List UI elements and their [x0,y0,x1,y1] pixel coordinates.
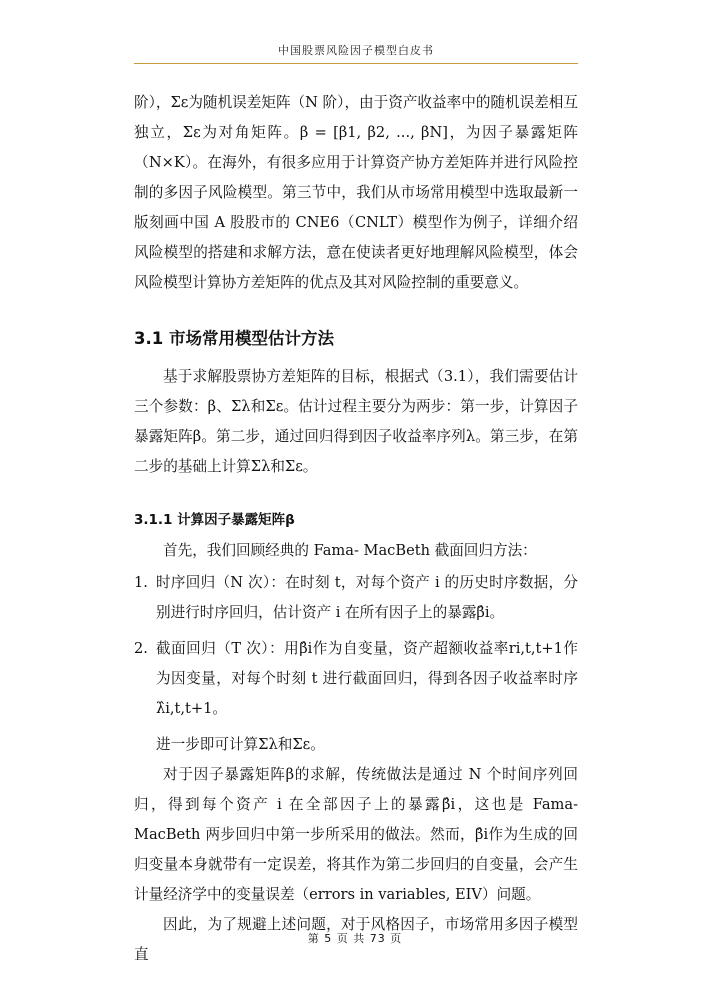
list-item-text: 截面回归（T 次）：用β̂i作为自变量，资产超额收益率ri,t,t+1作为因变量，对每个时刻 t 进行截面回归，得到各因子收益率时序λ̂i,t,t+1。 [156,640,578,717]
body-paragraph: 对于因子暴露矩阵β的求解，传统做法是通过 N 个时间序列回归，得到每个资产 i 在全部因子上的暴露β̂i，这也是 Fama-MacBeth 两步回归中第一步所采用的做法。然而，β̂i作为生成的回归变量本身就带有一定误差，将其作为第二步回归的自变量，会产生计量经济学中的变量误差（errors in variables, EIV）问题。 [134,766,578,903]
section-heading: 3.1 市场常用模型估计方法 [134,329,334,348]
list-item [134,634,578,724]
subsection-lead: 首先，我们回顾经典的 Fama- MacBeth 截面回归方法： [163,542,537,559]
subsection-heading: 3.1.1 计算因子暴露矩阵β [134,512,295,528]
list-item-number: 2. [134,640,148,657]
page-content [134,88,578,970]
body-paragraph: 因此，为了规避上述问题，对于风格因子，市场常用多因子模型直 [134,916,578,963]
header-rule [134,63,578,64]
list-item-number: 1. [134,574,148,591]
page-header-title: 中国股票风险因子模型白皮书 [278,44,434,57]
intro-paragraph: 阶），Σε为随机误差矩阵（N 阶），由于资产收益率中的随机误差相互独立，Σε为对角矩阵。β = [β1, β2, ..., βN]，为因子暴露矩阵（N×K）。在海外，有很多应用于计算资产协方差矩阵并进行风险控制的多因子风险模型。第三节中，我们从市场常用模型中选取最新一版刻画中国 A 股股市的 CNE6（CNLT）模型作为例子，详细介绍风险模型的搭建和求解方法，意在使读者更好地理解风险模型，体会风险模型计算协方差矩阵的优点及其对风险控制的重要意义。 [134,94,578,291]
section-paragraph: 基于求解股票协方差矩阵的目标，根据式（3.1），我们需要估计三个参数：β、Σλ和Σε。估计过程主要分为两步：第一步，计算因子暴露矩阵β。第二步，通过回归得到因子收益率序列λ。第三步，在第二步的基础上计算Σλ和Σε。 [134,368,578,475]
page-number: 第 5 页 共 73 页 [307,932,403,945]
list-item-text: 时序回归（N 次）：在时刻 t，对每个资产 i 的历史时序数据，分别进行时序回归，估计资产 i 在所有因子上的暴露β̂i。 [156,574,578,621]
list-item [134,568,578,628]
list-followup: 进一步即可计算Σλ和Σε。 [156,736,325,753]
